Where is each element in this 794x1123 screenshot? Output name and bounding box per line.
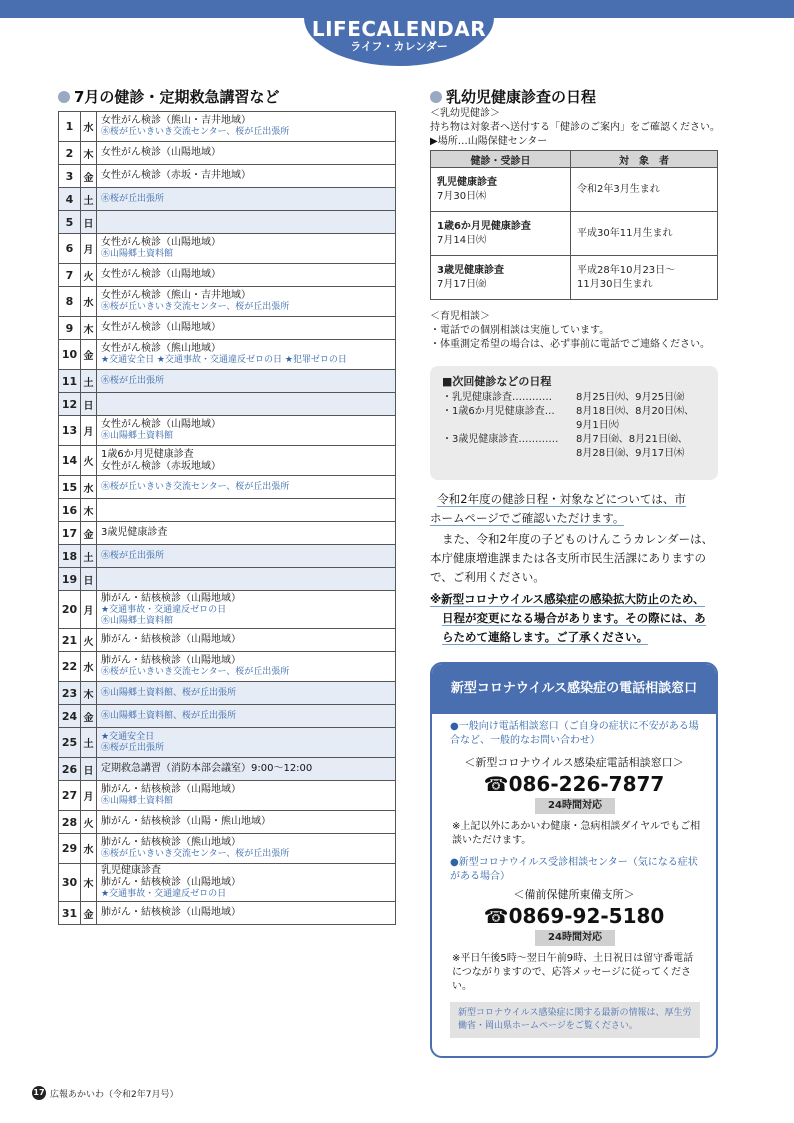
event-subtext: ㊌桜が丘出張所 — [101, 742, 165, 753]
calendar-weekday: 日 — [81, 393, 97, 416]
calendar-row — [59, 112, 396, 142]
calendar-day: 8 — [59, 287, 81, 317]
calendar-day: 16 — [59, 499, 81, 522]
event-subtext: ㊌山陽郷土資料館、桜が丘出張所 — [101, 687, 237, 698]
calendar-weekday: 月 — [81, 416, 97, 446]
calendar-events — [97, 591, 396, 629]
calendar-row — [59, 902, 396, 925]
event-subtext: ★交通事故・交通違反ゼロの日 — [101, 604, 227, 615]
event-subtext: ㊌桜が丘いきいき交流センター、桜が丘出張所 — [101, 667, 290, 677]
calendar-day: 15 — [59, 476, 81, 499]
calendar-weekday: 木 — [81, 142, 97, 165]
calendar-weekday: 月 — [81, 591, 97, 629]
event-text: 肺がん・結核検診（山陽・熊山地域） — [101, 816, 271, 827]
calendar-events — [97, 499, 396, 522]
calendar-row — [59, 188, 396, 211]
paragraph-notice: ※新型コロナウイルス感染症の感染拡大防止のため、 日程が変更になる場合があります。その際には、あ らためて連絡します。ご了承ください。 — [430, 592, 706, 644]
calendar-day: 3 — [59, 165, 81, 188]
calendar-events — [97, 728, 396, 758]
calendar-row — [59, 629, 396, 652]
calendar-weekday: 金 — [81, 522, 97, 545]
infant-location: ▶場所…山陽保健センター — [430, 136, 548, 147]
calendar-heading — [58, 86, 279, 107]
page-number: 17 — [32, 1086, 46, 1100]
calendar-row — [59, 142, 396, 165]
calendar-weekday: 水 — [81, 652, 97, 682]
infant-checkup-title: 乳幼児健康診査の日程 — [446, 88, 597, 106]
calendar-row — [59, 522, 396, 545]
exam-target: 令和2年3月生まれ — [571, 168, 718, 212]
calendar-events — [97, 188, 396, 211]
calendar-events — [97, 317, 396, 340]
next-checkup-name: ・1歳6か月児健康診査… — [442, 406, 555, 417]
calendar-day: 22 — [59, 652, 81, 682]
infant-schedule-table — [430, 150, 718, 300]
calendar-row — [59, 476, 396, 499]
calendar-weekday: 水 — [81, 112, 97, 142]
calendar-events — [97, 340, 396, 370]
calendar-weekday: 金 — [81, 340, 97, 370]
event-subtext: ㊌桜が丘いきいき交流センター、桜が丘出張所 — [101, 849, 290, 859]
calendar-row — [59, 728, 396, 758]
calendar-events — [97, 446, 396, 476]
event-text: 1歳6か月児健康診査 — [101, 448, 194, 460]
calendar-weekday: 火 — [81, 446, 97, 476]
calendar-row — [59, 705, 396, 728]
event-subtext: ㊌山陽郷土資料館、桜が丘出張所 — [101, 710, 237, 721]
calendar-day: 7 — [59, 264, 81, 287]
life-calendar-logo — [304, 0, 494, 66]
calendar-events — [97, 834, 396, 864]
event-text: 3歳児健康診査 — [101, 527, 168, 538]
schedule-row — [431, 256, 718, 300]
schedule-row — [431, 212, 718, 256]
logo-main: LIFECALENDAR — [311, 17, 487, 41]
logo-sub: ライフ・カレンダー — [350, 40, 448, 53]
infant-checkup-heading — [430, 86, 596, 107]
calendar-weekday: 土 — [81, 188, 97, 211]
event-subtext: ㊌桜が丘出張所 — [101, 375, 165, 386]
clinic-consult-heading: ●新型コロナウイルス受診相談センター（気になる症状がある場合） — [450, 857, 698, 882]
calendar-events — [97, 522, 396, 545]
exam-date: 7月30日㈭ — [437, 190, 487, 202]
calendar-day: 18 — [59, 545, 81, 568]
calendar-events — [97, 370, 396, 393]
calendar-row — [59, 287, 396, 317]
calendar-row — [59, 499, 396, 522]
next-checkup-name: ・乳児健康診査………… — [442, 392, 552, 403]
event-text: 女性がん検診（山陽地域） — [101, 419, 221, 430]
col-header-target: 対 象 者 — [571, 151, 718, 168]
event-text: 女性がん検診（赤坂・吉井地域） — [101, 170, 251, 181]
calendar-day: 1 — [59, 112, 81, 142]
event-text: 肺がん・結核検診（山陽地域） — [101, 634, 241, 645]
calendar-day: 11 — [59, 370, 81, 393]
calendar-day: 19 — [59, 568, 81, 591]
event-text: 女性がん検診（山陽地域） — [101, 147, 221, 158]
calendar-weekday: 水 — [81, 287, 97, 317]
badge-24h: 24時間対応 — [535, 798, 615, 814]
calendar-events — [97, 781, 396, 811]
event-text: 肺がん・結核検診（山陽地域） — [101, 784, 241, 795]
calendar-row — [59, 211, 396, 234]
event-text: 肺がん・結核検診（熊山地域） — [101, 837, 241, 848]
col-header-date: 健診・受診日 — [431, 151, 571, 168]
event-subtext: ★交通安全日 — [101, 731, 155, 742]
calendar-weekday: 日 — [81, 211, 97, 234]
calendar-row — [59, 393, 396, 416]
paragraph-calendar: また、令和2年度の子どものけんこうカレンダーは、本庁健康増進課または各支所市民生活課にありますので、ご利用ください。 — [430, 532, 714, 584]
calendar-weekday: 土 — [81, 370, 97, 393]
clinic-consult-phone: ☎0869-92-5180 — [483, 904, 665, 928]
calendar-day: 21 — [59, 629, 81, 652]
consult-line-2: ・体重測定希望の場合は、必ず事前に電話でご連絡ください。 — [430, 339, 710, 350]
calendar-day: 28 — [59, 811, 81, 834]
bullet-icon — [430, 91, 442, 103]
calendar-events — [97, 568, 396, 591]
calendar-row — [59, 446, 396, 476]
calendar-row — [59, 317, 396, 340]
calendar-day: 10 — [59, 340, 81, 370]
calendar-day: 9 — [59, 317, 81, 340]
clinic-consult-name: ＜備前保健所東備支所＞ — [513, 888, 635, 901]
calendar-day: 23 — [59, 682, 81, 705]
exam-target: 平成28年10月23日～ 11月30日生まれ — [571, 256, 718, 300]
corona-box-title: 新型コロナウイルス感染症の電話相談窓口 — [432, 664, 716, 714]
event-text: 定期救急講習（消防本部会議室）9:00～12:00 — [101, 763, 313, 774]
calendar-weekday: 土 — [81, 728, 97, 758]
calendar-weekday: 火 — [81, 811, 97, 834]
exam-target: 平成30年11月生まれ — [571, 212, 718, 256]
calendar-title: 7月の健診・定期救急講習など — [74, 88, 280, 106]
corona-info-footer: 新型コロナウイルス感染症に関する最新の情報は、厚生労働省・岡山県ホームページをご覧ください。 — [450, 1002, 700, 1038]
calendar-day: 13 — [59, 416, 81, 446]
calendar-day: 6 — [59, 234, 81, 264]
calendar-weekday: 木 — [81, 864, 97, 902]
calendar-weekday: 木 — [81, 682, 97, 705]
next-checkup-name: ・3歳児健康診査………… — [442, 434, 559, 445]
event-text: 肺がん・結核検診（山陽地域） — [101, 655, 241, 666]
next-checkup-dates: 8月18日㈫、8月20日㈭、 9月1日㈫ — [576, 406, 695, 431]
calendar-row — [59, 652, 396, 682]
event-text: 女性がん検診（赤坂地域） — [101, 460, 221, 472]
calendar-events — [97, 652, 396, 682]
calendar-day: 26 — [59, 758, 81, 781]
next-checkup-box — [430, 366, 718, 480]
calendar-events — [97, 682, 396, 705]
calendar-row — [59, 758, 396, 781]
calendar-row — [59, 811, 396, 834]
infant-intro-text: 持ち物は対象者へ送付する「健診のご案内」をご確認ください。 — [430, 122, 720, 133]
calendar-day: 12 — [59, 393, 81, 416]
calendar-row — [59, 568, 396, 591]
calendar-weekday: 木 — [81, 317, 97, 340]
calendar-events — [97, 142, 396, 165]
exam-date: 7月14日㈫ — [437, 234, 487, 246]
calendar-events — [97, 112, 396, 142]
calendar-row — [59, 165, 396, 188]
calendar-weekday: 日 — [81, 758, 97, 781]
calendar-weekday: 日 — [81, 568, 97, 591]
corona-consult-box — [430, 662, 718, 1058]
exam-name: 乳児健康診査 — [437, 176, 497, 188]
calendar-day: 31 — [59, 902, 81, 925]
calendar-row — [59, 340, 396, 370]
exam-name: 1歳6か月児健康診査 — [437, 220, 531, 232]
calendar-weekday: 金 — [81, 705, 97, 728]
event-subtext: ★交通安全日 ★交通事故・交通違反ゼロの日 ★犯罪ゼロの日 — [101, 355, 347, 365]
calendar-day: 30 — [59, 864, 81, 902]
event-subtext: ㊌桜が丘いきいき交流センター、桜が丘出張所 — [101, 127, 290, 137]
paragraph-homepage: 令和2年度の健診日程・対象などについては、市 ホームページでご確認いただけます。 — [430, 492, 686, 525]
general-consult-phone: ☎086-226-7877 — [483, 772, 665, 796]
calendar-events — [97, 545, 396, 568]
calendar-day: 24 — [59, 705, 81, 728]
event-text: 女性がん検診（熊山・吉井地域） — [101, 290, 251, 301]
calendar-events — [97, 811, 396, 834]
event-text: 肺がん・結核検診（山陽地域） — [101, 592, 241, 604]
consult-label: ＜育児相談＞ — [430, 311, 490, 322]
schedule-row — [431, 168, 718, 212]
calendar-weekday: 火 — [81, 629, 97, 652]
event-subtext: ★交通事故・交通違反ゼロの日 — [101, 889, 227, 899]
next-checkup-row — [442, 391, 706, 405]
next-checkup-dates: 8月25日㈫、9月25日㈮ — [576, 392, 685, 403]
calendar-row — [59, 264, 396, 287]
event-text: 肺がん・結核検診（山陽地域） — [101, 877, 241, 888]
calendar-row — [59, 370, 396, 393]
next-checkup-dates: 8月7日㈮、8月21日㈮、 8月28日㈮、9月17日㈭ — [576, 434, 688, 459]
calendar-events — [97, 416, 396, 446]
calendar-row — [59, 416, 396, 446]
event-subtext: ㊌山陽郷土資料館 — [101, 249, 174, 259]
publication-name: 広報あかいわ（令和2年7月号） — [50, 1089, 179, 1100]
calendar-weekday: 月 — [81, 234, 97, 264]
clinic-consult-note: ※平日午後5時～翌日午前9時、土日祝日は留守番電話につながりますので、応答メッセージに従ってください。 — [452, 953, 694, 992]
exam-date: 7月17日㈮ — [437, 278, 487, 290]
calendar-day: 29 — [59, 834, 81, 864]
event-subtext: ㊌桜が丘いきいき交流センター、桜が丘出張所 — [101, 302, 290, 312]
calendar-events — [97, 758, 396, 781]
event-text: 女性がん検診（山陽地域） — [101, 269, 221, 280]
infant-intro-label: ＜乳幼児健診＞ — [430, 108, 500, 119]
calendar-weekday: 土 — [81, 545, 97, 568]
calendar-events — [97, 287, 396, 317]
page-footer — [32, 1086, 178, 1100]
event-text: 女性がん検診（山陽地域） — [101, 322, 221, 333]
calendar-row — [59, 781, 396, 811]
calendar-weekday: 月 — [81, 781, 97, 811]
calendar-events — [97, 234, 396, 264]
next-checkup-row — [442, 433, 706, 461]
calendar-day: 14 — [59, 446, 81, 476]
calendar-row — [59, 864, 396, 902]
schedule-exam — [431, 212, 571, 256]
calendar-weekday: 水 — [81, 834, 97, 864]
event-text: 肺がん・結核検診（山陽地域） — [101, 907, 241, 918]
calendar-day: 27 — [59, 781, 81, 811]
schedule-exam — [431, 168, 571, 212]
general-consult-note: ※上記以外にあかいわ健康・急病相談ダイヤルでもご相談いただけます。 — [452, 821, 701, 846]
calendar-day: 17 — [59, 522, 81, 545]
calendar-events — [97, 165, 396, 188]
next-checkup-row — [442, 405, 706, 433]
event-subtext: ㊌桜が丘いきいき交流センター、桜が丘出張所 — [101, 481, 290, 492]
calendar-weekday: 水 — [81, 476, 97, 499]
exam-name: 3歳児健康診査 — [437, 264, 504, 276]
calendar-row — [59, 234, 396, 264]
event-text: 乳児健康診査 — [101, 865, 161, 876]
general-consult-name: ＜新型コロナウイルス感染症電話相談窓口＞ — [464, 756, 684, 769]
calendar-row — [59, 545, 396, 568]
calendar-weekday: 木 — [81, 499, 97, 522]
event-text: 女性がん検診（山陽地域） — [101, 237, 221, 248]
calendar-day: 20 — [59, 591, 81, 629]
event-subtext: ㊌桜が丘出張所 — [101, 193, 165, 204]
next-checkup-title: ■次回健診などの日程 — [442, 375, 552, 388]
event-subtext: ㊌桜が丘出張所 — [101, 550, 165, 561]
event-subtext: ㊌山陽郷土資料館 — [101, 431, 174, 441]
calendar-weekday: 火 — [81, 264, 97, 287]
event-subtext: ㊌山陽郷土資料館 — [101, 615, 174, 626]
calendar-events — [97, 864, 396, 902]
calendar-day: 25 — [59, 728, 81, 758]
calendar-row — [59, 834, 396, 864]
calendar-day: 5 — [59, 211, 81, 234]
calendar-weekday: 金 — [81, 902, 97, 925]
calendar-events — [97, 476, 396, 499]
general-consult-heading: ●一般向け電話相談窓口（ご自身の症状に不安がある場合など、一般的なお問い合わせ） — [450, 721, 699, 746]
event-subtext: ㊌山陽郷土資料館 — [101, 796, 174, 806]
calendar-events — [97, 393, 396, 416]
calendar-weekday: 金 — [81, 165, 97, 188]
event-text: 女性がん検診（熊山地域） — [101, 343, 221, 354]
calendar-events — [97, 211, 396, 234]
calendar-events — [97, 705, 396, 728]
calendar-day: 2 — [59, 142, 81, 165]
event-text: 女性がん検診（熊山・吉井地域） — [101, 115, 251, 126]
calendar-events — [97, 264, 396, 287]
calendar-day: 4 — [59, 188, 81, 211]
bullet-icon — [58, 91, 70, 103]
calendar-events — [97, 629, 396, 652]
calendar-events — [97, 902, 396, 925]
consult-line-1: ・電話での個別相談は実施しています。 — [430, 325, 610, 336]
calendar-row — [59, 682, 396, 705]
badge-24h: 24時間対応 — [535, 930, 615, 946]
calendar-table — [58, 111, 396, 925]
calendar-row — [59, 591, 396, 629]
schedule-exam — [431, 256, 571, 300]
